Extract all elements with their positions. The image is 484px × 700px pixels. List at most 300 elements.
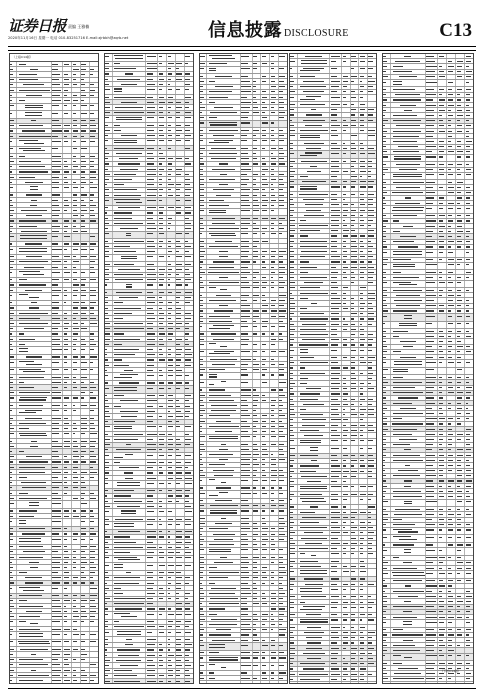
text-line	[30, 567, 38, 568]
text-line	[253, 272, 259, 273]
table-cell	[63, 103, 72, 111]
text-line	[200, 81, 203, 82]
text-line	[147, 395, 155, 396]
text-line	[115, 519, 143, 520]
text-line	[185, 223, 191, 224]
text-line	[105, 382, 108, 383]
text-line	[147, 79, 153, 80]
text-line	[26, 356, 41, 357]
text-line	[168, 670, 173, 671]
text-line	[64, 611, 67, 612]
text-line	[52, 279, 58, 280]
text-line	[105, 598, 109, 599]
text-line	[114, 264, 134, 265]
text-line	[271, 282, 275, 283]
text-line	[279, 287, 284, 288]
table-cell	[89, 367, 98, 375]
text-line	[176, 68, 179, 69]
text-line	[168, 598, 171, 599]
table-row	[105, 678, 193, 683]
text-line	[90, 339, 94, 340]
text-line	[168, 655, 174, 656]
text-line	[159, 308, 162, 309]
text-line	[90, 510, 93, 511]
table-cell	[184, 522, 193, 530]
text-line	[25, 243, 42, 244]
text-line	[52, 290, 61, 291]
text-line	[147, 148, 154, 149]
text-line	[185, 284, 188, 285]
text-line	[114, 302, 123, 303]
table-cell	[167, 612, 176, 620]
text-line	[26, 256, 41, 257]
text-line	[159, 84, 164, 85]
text-line	[52, 313, 58, 314]
text-line	[271, 130, 274, 131]
table-cell	[167, 254, 176, 262]
text-line	[241, 184, 247, 185]
text-line	[185, 583, 189, 584]
text-line	[10, 323, 14, 324]
text-line	[185, 269, 189, 270]
text-line	[105, 449, 107, 450]
text-line	[210, 112, 237, 113]
text-line	[64, 205, 70, 206]
table-cell	[112, 115, 145, 123]
text-line	[19, 680, 43, 681]
text-line	[81, 187, 84, 188]
text-line	[64, 382, 67, 383]
text-line	[19, 361, 35, 362]
text-line	[168, 174, 171, 175]
text-line	[52, 215, 58, 216]
text-line	[279, 86, 284, 87]
text-line	[147, 292, 154, 293]
table-cell	[51, 367, 62, 375]
text-line	[147, 411, 155, 412]
text-line	[147, 583, 154, 584]
text-line	[73, 641, 78, 642]
text-line	[159, 349, 162, 350]
text-line	[25, 582, 43, 583]
text-line	[114, 55, 142, 56]
text-line	[90, 333, 94, 334]
table-cell	[175, 563, 184, 571]
table-cell	[63, 395, 72, 403]
text-line	[159, 163, 162, 164]
text-line	[114, 112, 145, 113]
text-line	[115, 279, 143, 280]
table-cell	[80, 139, 89, 147]
text-line	[19, 161, 41, 162]
text-line	[105, 608, 108, 609]
text-line	[10, 410, 12, 411]
text-line	[105, 547, 108, 548]
text-line	[159, 395, 164, 396]
text-line	[219, 277, 227, 278]
text-line	[241, 282, 249, 283]
text-line	[176, 318, 180, 319]
table-cell	[112, 87, 145, 95]
text-line	[64, 600, 70, 601]
text-line	[176, 490, 182, 491]
table-cell	[270, 285, 279, 293]
text-line	[90, 243, 96, 244]
text-line	[176, 189, 180, 190]
text-line	[147, 660, 154, 661]
text-line	[121, 84, 136, 85]
text-line	[241, 163, 249, 164]
table-cell	[80, 408, 89, 416]
text-line	[114, 63, 119, 64]
text-line	[176, 79, 181, 80]
text-line	[64, 279, 69, 280]
text-line	[121, 258, 136, 259]
table-cell	[105, 115, 112, 123]
text-line	[90, 418, 93, 419]
text-line	[185, 472, 191, 473]
text-line	[200, 169, 202, 170]
text-line	[73, 318, 77, 319]
text-line	[200, 122, 203, 123]
text-line	[22, 487, 46, 488]
text-line	[114, 246, 130, 247]
table-cell	[145, 629, 157, 637]
text-line	[73, 194, 77, 195]
text-line	[159, 233, 164, 234]
text-line	[81, 649, 85, 650]
text-line	[81, 210, 86, 211]
table-cell	[80, 111, 89, 119]
table-cell	[200, 120, 207, 128]
text-line	[81, 313, 86, 314]
text-line	[176, 63, 182, 64]
text-line	[10, 290, 13, 291]
text-line	[52, 641, 61, 642]
text-line	[159, 557, 164, 558]
text-line	[241, 218, 250, 219]
text-line	[262, 112, 265, 113]
text-line	[105, 184, 107, 185]
text-line	[147, 297, 155, 298]
text-line	[241, 140, 247, 141]
text-line	[279, 272, 285, 273]
text-line	[241, 86, 250, 87]
text-line	[19, 339, 35, 340]
table-cell	[175, 452, 184, 460]
text-line	[90, 362, 93, 363]
text-line	[10, 629, 12, 630]
text-line	[185, 84, 190, 85]
text-line	[200, 205, 203, 206]
text-line	[19, 467, 45, 468]
text-line	[10, 349, 13, 350]
table-cell	[200, 208, 207, 216]
text-line	[168, 632, 171, 633]
table-column-2	[104, 53, 194, 684]
text-line	[52, 539, 61, 540]
table-cell	[72, 683, 81, 684]
text-line	[253, 282, 258, 283]
text-line	[176, 302, 179, 303]
text-line	[147, 455, 153, 456]
text-line	[81, 356, 84, 357]
text-line	[262, 107, 267, 108]
table-cell	[175, 386, 184, 394]
text-line	[10, 456, 14, 457]
text-line	[159, 490, 162, 491]
text-line	[159, 626, 164, 627]
text-line	[114, 426, 132, 427]
text-line	[159, 189, 163, 190]
table-cell	[63, 501, 72, 509]
text-line	[185, 426, 190, 427]
text-line	[73, 249, 78, 250]
text-line	[31, 302, 37, 303]
text-line	[117, 649, 140, 650]
text-line	[90, 69, 94, 70]
text-line	[73, 670, 76, 671]
text-line	[73, 397, 79, 398]
table-cell	[145, 678, 157, 683]
text-line	[105, 626, 108, 627]
text-line	[25, 418, 42, 419]
text-line	[209, 70, 215, 71]
table-cell	[51, 683, 62, 684]
table-row	[105, 115, 193, 123]
text-line	[176, 665, 181, 666]
text-line	[176, 455, 181, 456]
text-line	[81, 95, 86, 96]
text-line	[168, 681, 172, 682]
text-line	[73, 356, 78, 357]
text-line	[262, 228, 267, 229]
text-line	[105, 218, 107, 219]
text-line	[52, 210, 59, 211]
text-line	[52, 141, 61, 142]
text-line	[73, 141, 76, 142]
text-line	[159, 158, 165, 159]
text-line	[168, 158, 173, 159]
table-cell	[145, 563, 157, 571]
text-line	[19, 538, 41, 539]
text-line	[271, 272, 275, 273]
text-line	[25, 182, 43, 183]
table-cell	[80, 347, 89, 355]
text-line	[147, 644, 155, 645]
text-line	[64, 641, 69, 642]
table-cell	[63, 139, 72, 147]
table-row	[105, 563, 193, 571]
text-line	[176, 524, 180, 525]
text-line	[168, 207, 174, 208]
text-line	[213, 189, 234, 190]
text-line	[10, 654, 13, 655]
table-cell	[184, 115, 193, 123]
text-line	[64, 313, 68, 314]
text-line	[64, 472, 69, 473]
table-cell	[184, 555, 193, 563]
table-cell	[207, 66, 240, 74]
table-cell	[72, 111, 81, 119]
text-line	[185, 536, 190, 537]
text-line	[64, 528, 67, 529]
text-line	[52, 187, 58, 188]
table-cell	[145, 254, 157, 262]
text-line	[185, 439, 191, 440]
text-line	[159, 153, 164, 154]
text-line	[52, 194, 60, 195]
text-line	[176, 339, 182, 340]
text-line	[147, 421, 153, 422]
text-line	[81, 272, 84, 273]
text-line	[81, 349, 85, 350]
text-line	[185, 598, 188, 599]
table-cell	[51, 619, 62, 627]
table-cell	[105, 87, 112, 95]
text-line	[219, 305, 227, 306]
text-line	[19, 226, 37, 227]
text-line	[105, 359, 107, 360]
text-line	[64, 272, 70, 273]
text-line	[185, 189, 191, 190]
table-cell	[16, 367, 51, 375]
table-cell	[105, 555, 112, 563]
text-line	[90, 215, 95, 216]
text-line	[114, 439, 137, 440]
text-line	[90, 120, 95, 121]
text-line	[159, 572, 164, 573]
text-line	[81, 105, 87, 106]
text-line	[19, 510, 37, 511]
text-line	[114, 593, 123, 594]
table-row	[105, 612, 193, 620]
text-line	[90, 256, 96, 257]
text-line	[116, 119, 142, 120]
text-line	[117, 79, 140, 80]
table-cell	[16, 247, 51, 255]
table-cell	[72, 185, 81, 193]
text-line	[120, 169, 138, 170]
text-line	[200, 86, 203, 87]
text-line	[185, 148, 190, 149]
text-line	[185, 212, 191, 213]
table-cell	[278, 285, 287, 293]
table-cell	[105, 138, 112, 146]
text-line	[209, 212, 226, 213]
text-line	[64, 659, 69, 660]
text-line	[29, 562, 39, 563]
text-line	[147, 274, 157, 275]
text-line	[168, 73, 172, 74]
text-line	[10, 141, 12, 142]
text-line	[52, 664, 60, 665]
text-line	[115, 58, 143, 59]
text-line	[279, 140, 284, 141]
text-line	[52, 675, 59, 676]
text-line	[147, 354, 155, 355]
text-line	[176, 125, 181, 126]
table-cell	[89, 639, 98, 647]
text-line	[114, 199, 140, 200]
text-line	[253, 107, 257, 108]
text-line	[10, 226, 12, 227]
text-line	[73, 74, 76, 75]
text-line	[185, 63, 188, 64]
table-cell	[207, 285, 240, 293]
text-line	[176, 323, 181, 324]
table-cell	[167, 54, 176, 61]
text-line	[64, 621, 67, 622]
text-line	[64, 64, 69, 65]
table-cell	[175, 282, 184, 290]
table-cell	[240, 66, 252, 74]
text-line	[52, 125, 60, 126]
table-row	[105, 555, 193, 563]
text-line	[52, 588, 57, 589]
table-row	[200, 231, 287, 239]
text-line	[176, 472, 181, 473]
text-line	[253, 184, 256, 185]
text-line	[90, 397, 96, 398]
table-cell	[175, 198, 184, 206]
text-line	[52, 205, 59, 206]
text-line	[185, 644, 191, 645]
text-line	[105, 117, 109, 118]
text-line	[10, 130, 13, 131]
text-line	[168, 56, 172, 57]
text-line	[29, 297, 38, 298]
text-line	[159, 274, 164, 275]
table-cell	[158, 452, 167, 460]
table-cell	[112, 138, 145, 146]
text-line	[10, 177, 14, 178]
text-line	[159, 223, 164, 224]
text-line	[159, 681, 163, 682]
text-line	[105, 264, 109, 265]
text-line	[271, 251, 277, 252]
text-line	[10, 551, 13, 552]
text-line	[176, 279, 181, 280]
text-line	[19, 348, 29, 349]
text-line	[209, 246, 238, 247]
text-line	[253, 200, 258, 201]
text-line	[185, 274, 190, 275]
table-cell	[167, 555, 176, 563]
text-line	[147, 588, 153, 589]
text-line	[176, 251, 179, 252]
text-line	[209, 210, 226, 211]
text-line	[10, 328, 12, 329]
text-line	[64, 226, 68, 227]
text-line	[105, 130, 110, 131]
table-cell	[158, 138, 167, 146]
page-number: C13	[439, 20, 472, 42]
text-line	[52, 562, 60, 563]
text-line	[176, 264, 181, 265]
text-line	[176, 649, 180, 650]
table-cell	[63, 678, 72, 683]
text-line	[262, 241, 268, 242]
text-line	[200, 305, 203, 306]
text-line	[176, 421, 179, 422]
text-line	[90, 323, 96, 324]
text-line	[176, 375, 182, 376]
text-line	[147, 375, 154, 376]
text-line	[105, 233, 108, 234]
text-line	[116, 202, 142, 203]
text-line	[176, 439, 180, 440]
